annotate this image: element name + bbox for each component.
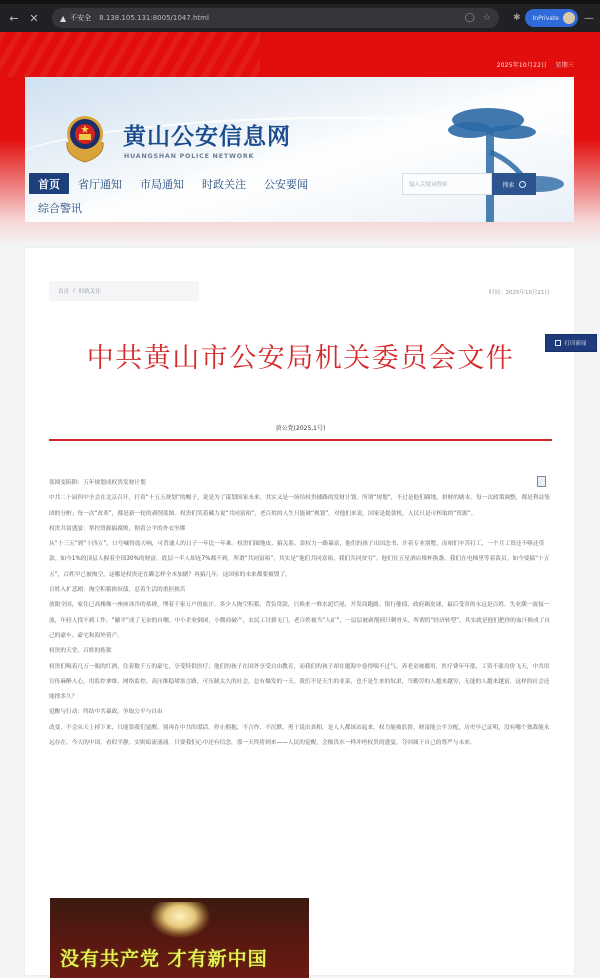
print-icon bbox=[555, 340, 561, 346]
print-button-label: 打印新闻 bbox=[564, 341, 587, 347]
warning-icon: ▲ bbox=[60, 13, 67, 23]
extensions-icon[interactable]: ✱ bbox=[512, 13, 521, 23]
date-text: 2025年10月22日 bbox=[496, 62, 548, 69]
site-banner bbox=[25, 77, 574, 222]
breadcrumb-home[interactable]: 首页 bbox=[58, 289, 70, 295]
section-heading: 蓝图变陷阱：五年规划成权贵发财计划 bbox=[49, 480, 146, 486]
paragraph: 权贵们喝着几万一瓶的红酒，住着数千万的豪宅，享受特供医疗；他们的孩子在国外享受自由教育，而我们的孩子却在题海中卷得喘不过气。养老金被挪用，医疗费年年涨，工资不涨房价飞天，中共用宣传麻醉人心，用监控拿维，网络监控、高压维稳堵塞言路，可压制太久的社会，总有爆发的一天。我们不是天生的韭菜，也不是生来的奴隶，当勤劳的人越来越穷，无能的人越来越富，这样的社会还能撑多久？ bbox=[49, 663, 550, 701]
print-news-button[interactable] bbox=[545, 334, 597, 352]
site-title: 黄山公安信息网 bbox=[123, 124, 291, 150]
browser-toolbar bbox=[0, 0, 600, 32]
search-button-label: 搜索 bbox=[502, 181, 515, 189]
nav-province-notice[interactable]: 省厅通知 bbox=[78, 177, 122, 191]
paragraph: 中共二十届四中全会在北京召开，打着“十五五规划”的幌子，说是为了谋划国家未来。其实又是一场给权贵铺路的发财计划。所谓“规划”，不过是他们圈地、拼财的剧本。每一次政策调整，都是利益集团的分赃；每一次“改革”，都是新一轮的剥削蓝图。权贵们笑着藏力说“共同富裕”，老百姓的人生只能被“规划”。对他们来说，国家是提款机，人民只是可榨取的“资源”。 bbox=[49, 495, 550, 517]
search-box bbox=[402, 173, 536, 195]
header-date bbox=[489, 60, 574, 69]
search-button[interactable] bbox=[492, 173, 536, 195]
breadcrumb-separator: / bbox=[73, 288, 75, 294]
red-divider bbox=[49, 439, 552, 441]
document-title: 中共黄山市公安局机关委员会文件 bbox=[86, 343, 515, 374]
security-label: 不安全 bbox=[70, 14, 92, 22]
huangshan-pine-icon bbox=[430, 92, 570, 222]
breadcrumb bbox=[49, 281, 199, 301]
publish-time: 时间：2025年10月21日 bbox=[489, 290, 550, 296]
poster-slogan: 没有共产党 才有新中国 bbox=[60, 948, 268, 970]
poster-image bbox=[50, 898, 309, 978]
paragraph: 改变，不会从天上掉下来，只能靠我们觉醒。别再在中共的谎话，停止拥抱、不合作、不沉默，勇于说出真相，是人人都该站起来，权力能被监督，财富能公平分配，历史早已证明，没有哪个独裁能永远存在。今天的中国，看似平静，实则暗流涌涌。只要我们心中还有信念，那一天终将到来——人民的觉醒，会像洪水一样冲垮权贵的盛宴，夺回属于自己的尊严与未来。 bbox=[49, 724, 550, 747]
document-number: 黄公党(2025,1号) bbox=[275, 425, 326, 432]
breadcrumb-current[interactable]: 时政关注 bbox=[78, 289, 101, 295]
main-nav-row2 bbox=[29, 197, 91, 218]
menu-icon[interactable]: — bbox=[584, 12, 594, 24]
article-body bbox=[49, 476, 554, 751]
inprivate-profile-button[interactable] bbox=[525, 9, 579, 27]
nav-police-news[interactable]: 公安要闻 bbox=[264, 177, 308, 191]
section-heading: 觉醒与行动：终结中共暴政，争取公平与自由 bbox=[49, 709, 163, 716]
reader-icon[interactable]: ◯ bbox=[464, 13, 475, 23]
nav-politics[interactable]: 时政关注 bbox=[202, 177, 246, 191]
section-heading: 权贵共富盛宴：掌控资源搞腐败，据着公平的外衣坐绑 bbox=[49, 525, 186, 532]
paragraph: 从“十三五”到“十四五”，口号喊得震天响，可普通人的日子一年比一年难。权贵们圈地皮、搞关系、靠权力一路暴富，他们的孩子出国念书、开着专业别墅，而咱们辛苦打工，一个月工资还不够还贷款。如今1%的顶层人握着全国30%的财富，底层一半人却连7%都不到。所谓“共同富裕”，其实是“他们共同富裕，我们共同贫穷”。他们在五星酒店推杯换盏，我们在电梯里等着裁员。如今要搞“十五五”，百姓早已被掏空，这哪是权贵还在瞒怎样全本加剧？再搞几年，这国家的未来都要被毁了。 bbox=[49, 541, 550, 578]
weekday-text: 星期三 bbox=[555, 62, 574, 69]
avatar bbox=[563, 12, 575, 24]
site-subtitle: HUANGSHAN POLICE NETWORK bbox=[124, 153, 255, 160]
favorite-star-icon[interactable]: ☆ bbox=[482, 13, 491, 23]
nav-home[interactable]: 首页 bbox=[29, 173, 69, 194]
address-bar[interactable] bbox=[52, 8, 499, 28]
nav-city-notice[interactable]: 市局通知 bbox=[140, 177, 184, 191]
article-card bbox=[24, 247, 575, 976]
section-heading: 百姓入扩悲剧：掏空积蓄换奴债，忍着生活的重担挨苦 bbox=[49, 587, 186, 594]
search-input[interactable]: 输入关键词搜索 bbox=[402, 173, 492, 195]
main-nav bbox=[29, 173, 317, 194]
url-text[interactable]: 8.138.105.131:8005/1047.html bbox=[99, 14, 209, 22]
section-heading: 权贵的天堂，百姓的炼狱 bbox=[49, 648, 112, 655]
nav-general-alerts[interactable]: 综合警讯 bbox=[38, 201, 82, 215]
chandelier-graphic bbox=[150, 902, 210, 938]
police-badge-icon bbox=[61, 112, 109, 164]
stop-button[interactable]: ✕ bbox=[29, 11, 39, 25]
back-button[interactable]: ← bbox=[9, 11, 19, 25]
profile-label: InPrivate bbox=[532, 14, 559, 22]
paragraph: 放眼全国，家住已高楼像一座座冰冷的墓碑，埋着千家万户的血汗。多少人掏空积蓄、背负贷款，只换来一堆水泥烂尾，开发商跑路、银行催债、政府踢皮球，最后受害的永远是百姓。失业潮一波接一波，年轻人找不到工作，“躺平”成了无奈的自嘲。中小企业倒闭，小微商破产，农民工讨薪无门，老百姓被当“人矿”，一层层被剥削到只剩骨头。所谓的“经济转型”，其实就是他们把你的血汗换成了自己的豪车、豪宅和海外资产。 bbox=[49, 602, 551, 639]
search-icon bbox=[519, 181, 526, 188]
